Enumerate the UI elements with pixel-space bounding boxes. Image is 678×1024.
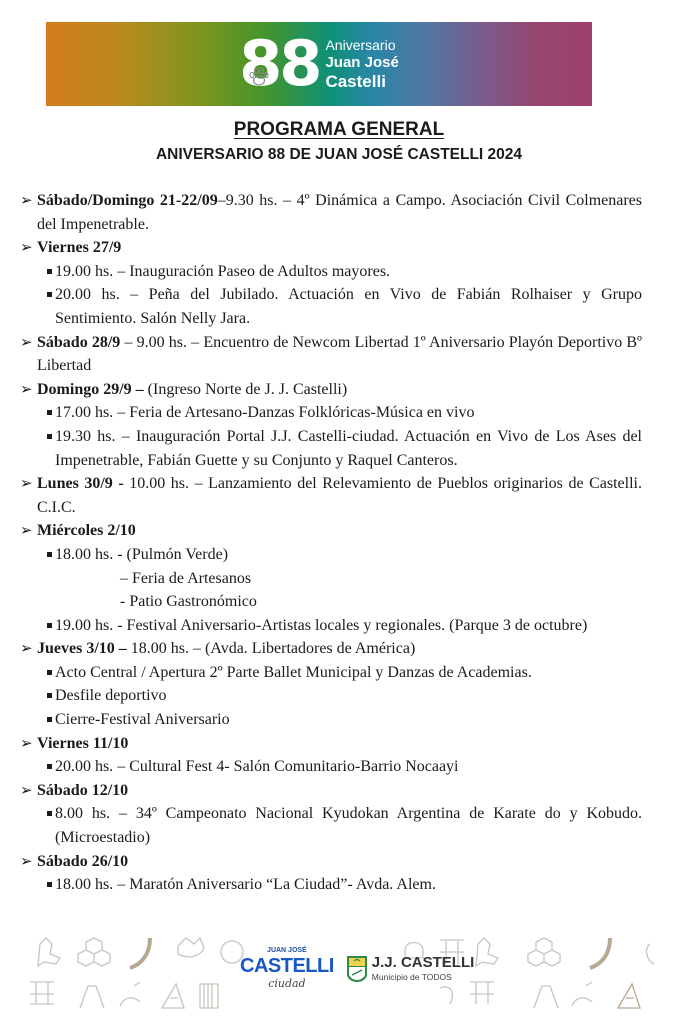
arrow-right-icon: ➢	[20, 851, 33, 870]
day-date: Lunes 30/9 -	[37, 475, 124, 493]
day-date: Sábado/Domingo 21-22/09	[37, 192, 218, 209]
program-day	[20, 378, 642, 402]
program-item	[20, 283, 642, 330]
day-text: 10.00 hs. – Lanzamiento del Relevamiento de Pueblos originarios de Castelli. C.I.C.	[37, 475, 642, 516]
item-text: 19.00 hs. - Festival Aniversario-Artistas locales y regionales. (Parque 3 de octubre)	[55, 616, 588, 634]
anniversary-banner	[46, 22, 592, 106]
program-day	[20, 472, 642, 519]
day-date: Viernes 27/9	[37, 239, 122, 257]
municipio-logo	[346, 953, 475, 983]
program-day	[20, 236, 642, 260]
day-date: Miércoles 2/10	[37, 522, 136, 540]
day-date: Sábado 28/9	[37, 333, 121, 351]
logo-line-juan-jose: Juan José	[325, 53, 399, 71]
arrow-right-icon: ➢	[20, 474, 33, 493]
square-bullet-icon	[47, 292, 52, 297]
logo-line-aniversario: Aniversario	[325, 36, 396, 53]
arrow-right-icon: ➢	[20, 733, 33, 752]
square-bullet-icon	[47, 623, 52, 628]
program-list	[20, 189, 642, 897]
logo-number	[239, 27, 320, 100]
municipio-text	[372, 954, 475, 983]
day-text: – 9.00 hs. – Encuentro de Newcom Libertad 1º Aniversario Playón Deportivo Bº Libertad	[37, 333, 643, 375]
item-text: 18.00 hs. – Maratón Aniversario “La Ciudad”- Avda. Alem.	[55, 876, 436, 894]
square-bullet-icon	[47, 717, 52, 722]
item-text: 17.00 hs. – Feria de Artesano-Danzas Folklóricas-Música en vivo	[55, 404, 475, 422]
arrow-right-icon: ➢	[20, 191, 33, 209]
day-text: –9.30 hs. – 4º Dinámica a Campo. Asociación Civil Colmenares del Impenetrable.	[37, 192, 642, 233]
program-item	[20, 614, 642, 638]
page-subtitle: ANIVERSARIO 88 DE JUAN JOSÉ CASTELLI 2024	[155, 146, 523, 163]
program-subitem	[20, 567, 642, 591]
logo-number-text: 88	[239, 27, 320, 100]
item-text: 20.00 hs. – Cultural Fest 4- Salón Comunitario-Barrio Nocaayi	[55, 758, 459, 776]
day-date: Viernes 11/10	[37, 734, 129, 752]
program-item	[20, 401, 642, 425]
program-day	[20, 189, 642, 236]
day-date: Sábado 12/10	[37, 781, 129, 799]
program-subitem	[20, 590, 642, 614]
subitem-text: – Feria de Artesanos	[120, 569, 252, 587]
item-text: Desfile deportivo	[55, 687, 167, 705]
day-text: (Ingreso Norte de J. J. Castelli)	[143, 380, 348, 398]
program-day	[20, 637, 642, 661]
program-day	[20, 850, 642, 874]
program-item	[20, 543, 642, 567]
logo-line-castelli: Castelli	[325, 71, 386, 91]
item-text: Acto Central / Apertura 2º Parte Ballet Municipal y Danzas de Academias.	[55, 663, 532, 681]
square-bullet-icon	[47, 882, 52, 887]
item-text: 19.30 hs. – Inauguración Portal J.J. Castelli-ciudad. Actuación en Vivo de Los Ases del Impenetrable, Fabián Guette y su Conjunto y Raquel Canteros.	[55, 427, 642, 469]
item-text: 8.00 hs. – 34º Campeonato Nacional Kyudokan Argentina de Karate do y Kobudo. (Microestadio)	[55, 805, 642, 847]
program-item	[20, 661, 642, 685]
square-bullet-icon	[47, 670, 52, 675]
program-item	[20, 802, 642, 849]
logo1-script: ciudad	[268, 977, 306, 990]
arrow-right-icon: ➢	[20, 379, 33, 398]
arrow-right-icon: ➢	[20, 521, 33, 540]
arrow-right-icon: ➢	[20, 639, 33, 658]
logo2-subtitle: Municipio de TODOS	[371, 971, 452, 982]
square-bullet-icon	[47, 410, 52, 415]
program-item	[20, 684, 642, 708]
item-text: 20.00 hs. – Peña del Jubilado. Actuación en Vivo de Fabián Rolhaiser y Grupo Sentimiento. Salón Nelly Jara.	[55, 286, 642, 327]
square-bullet-icon	[47, 434, 52, 439]
arrow-right-icon: ➢	[20, 780, 33, 799]
day-date: Jueves 3/10 –	[37, 640, 127, 658]
square-bullet-icon	[47, 693, 52, 698]
arrow-right-icon: ➢	[20, 332, 33, 351]
anniversary-logo	[239, 27, 399, 100]
arrow-right-icon: ➢	[20, 238, 33, 257]
subitem-text: - Patio Gastronómico	[120, 593, 257, 611]
square-bullet-icon	[47, 764, 52, 769]
program-item	[20, 873, 642, 897]
square-bullet-icon	[47, 269, 52, 274]
program-day	[20, 779, 642, 803]
paw-icon	[248, 67, 270, 87]
logo1-main: CASTELLI	[240, 955, 334, 977]
logo1-top: JUAN JOSÉ	[267, 947, 307, 954]
logo2-title: J.J. CASTELLI	[371, 953, 475, 971]
logo-text	[325, 37, 398, 92]
program-day	[20, 331, 642, 378]
square-bullet-icon	[47, 811, 52, 816]
item-text: 19.00 hs. – Inauguración Paseo de Adultos mayores.	[55, 262, 391, 280]
program-day	[20, 732, 642, 756]
page-title: PROGRAMA GENERAL	[233, 119, 445, 140]
footer-logos	[240, 946, 474, 990]
municipal-shield-icon	[346, 953, 368, 983]
day-text: 18.00 hs. – (Avda. Libertadores de América)	[126, 640, 416, 658]
day-date: Sábado 26/10	[37, 852, 129, 870]
program-item	[20, 425, 642, 472]
day-date: Domingo 29/9 –	[37, 380, 144, 398]
program-item	[20, 708, 642, 732]
item-text: Cierre-Festival Aniversario	[55, 711, 230, 729]
item-text: 18.00 hs. - (Pulmón Verde)	[55, 545, 229, 563]
program-item	[20, 260, 642, 284]
program-day	[20, 519, 642, 543]
program-item	[20, 755, 642, 779]
castelli-ciudad-logo	[240, 946, 334, 990]
square-bullet-icon	[47, 552, 52, 557]
